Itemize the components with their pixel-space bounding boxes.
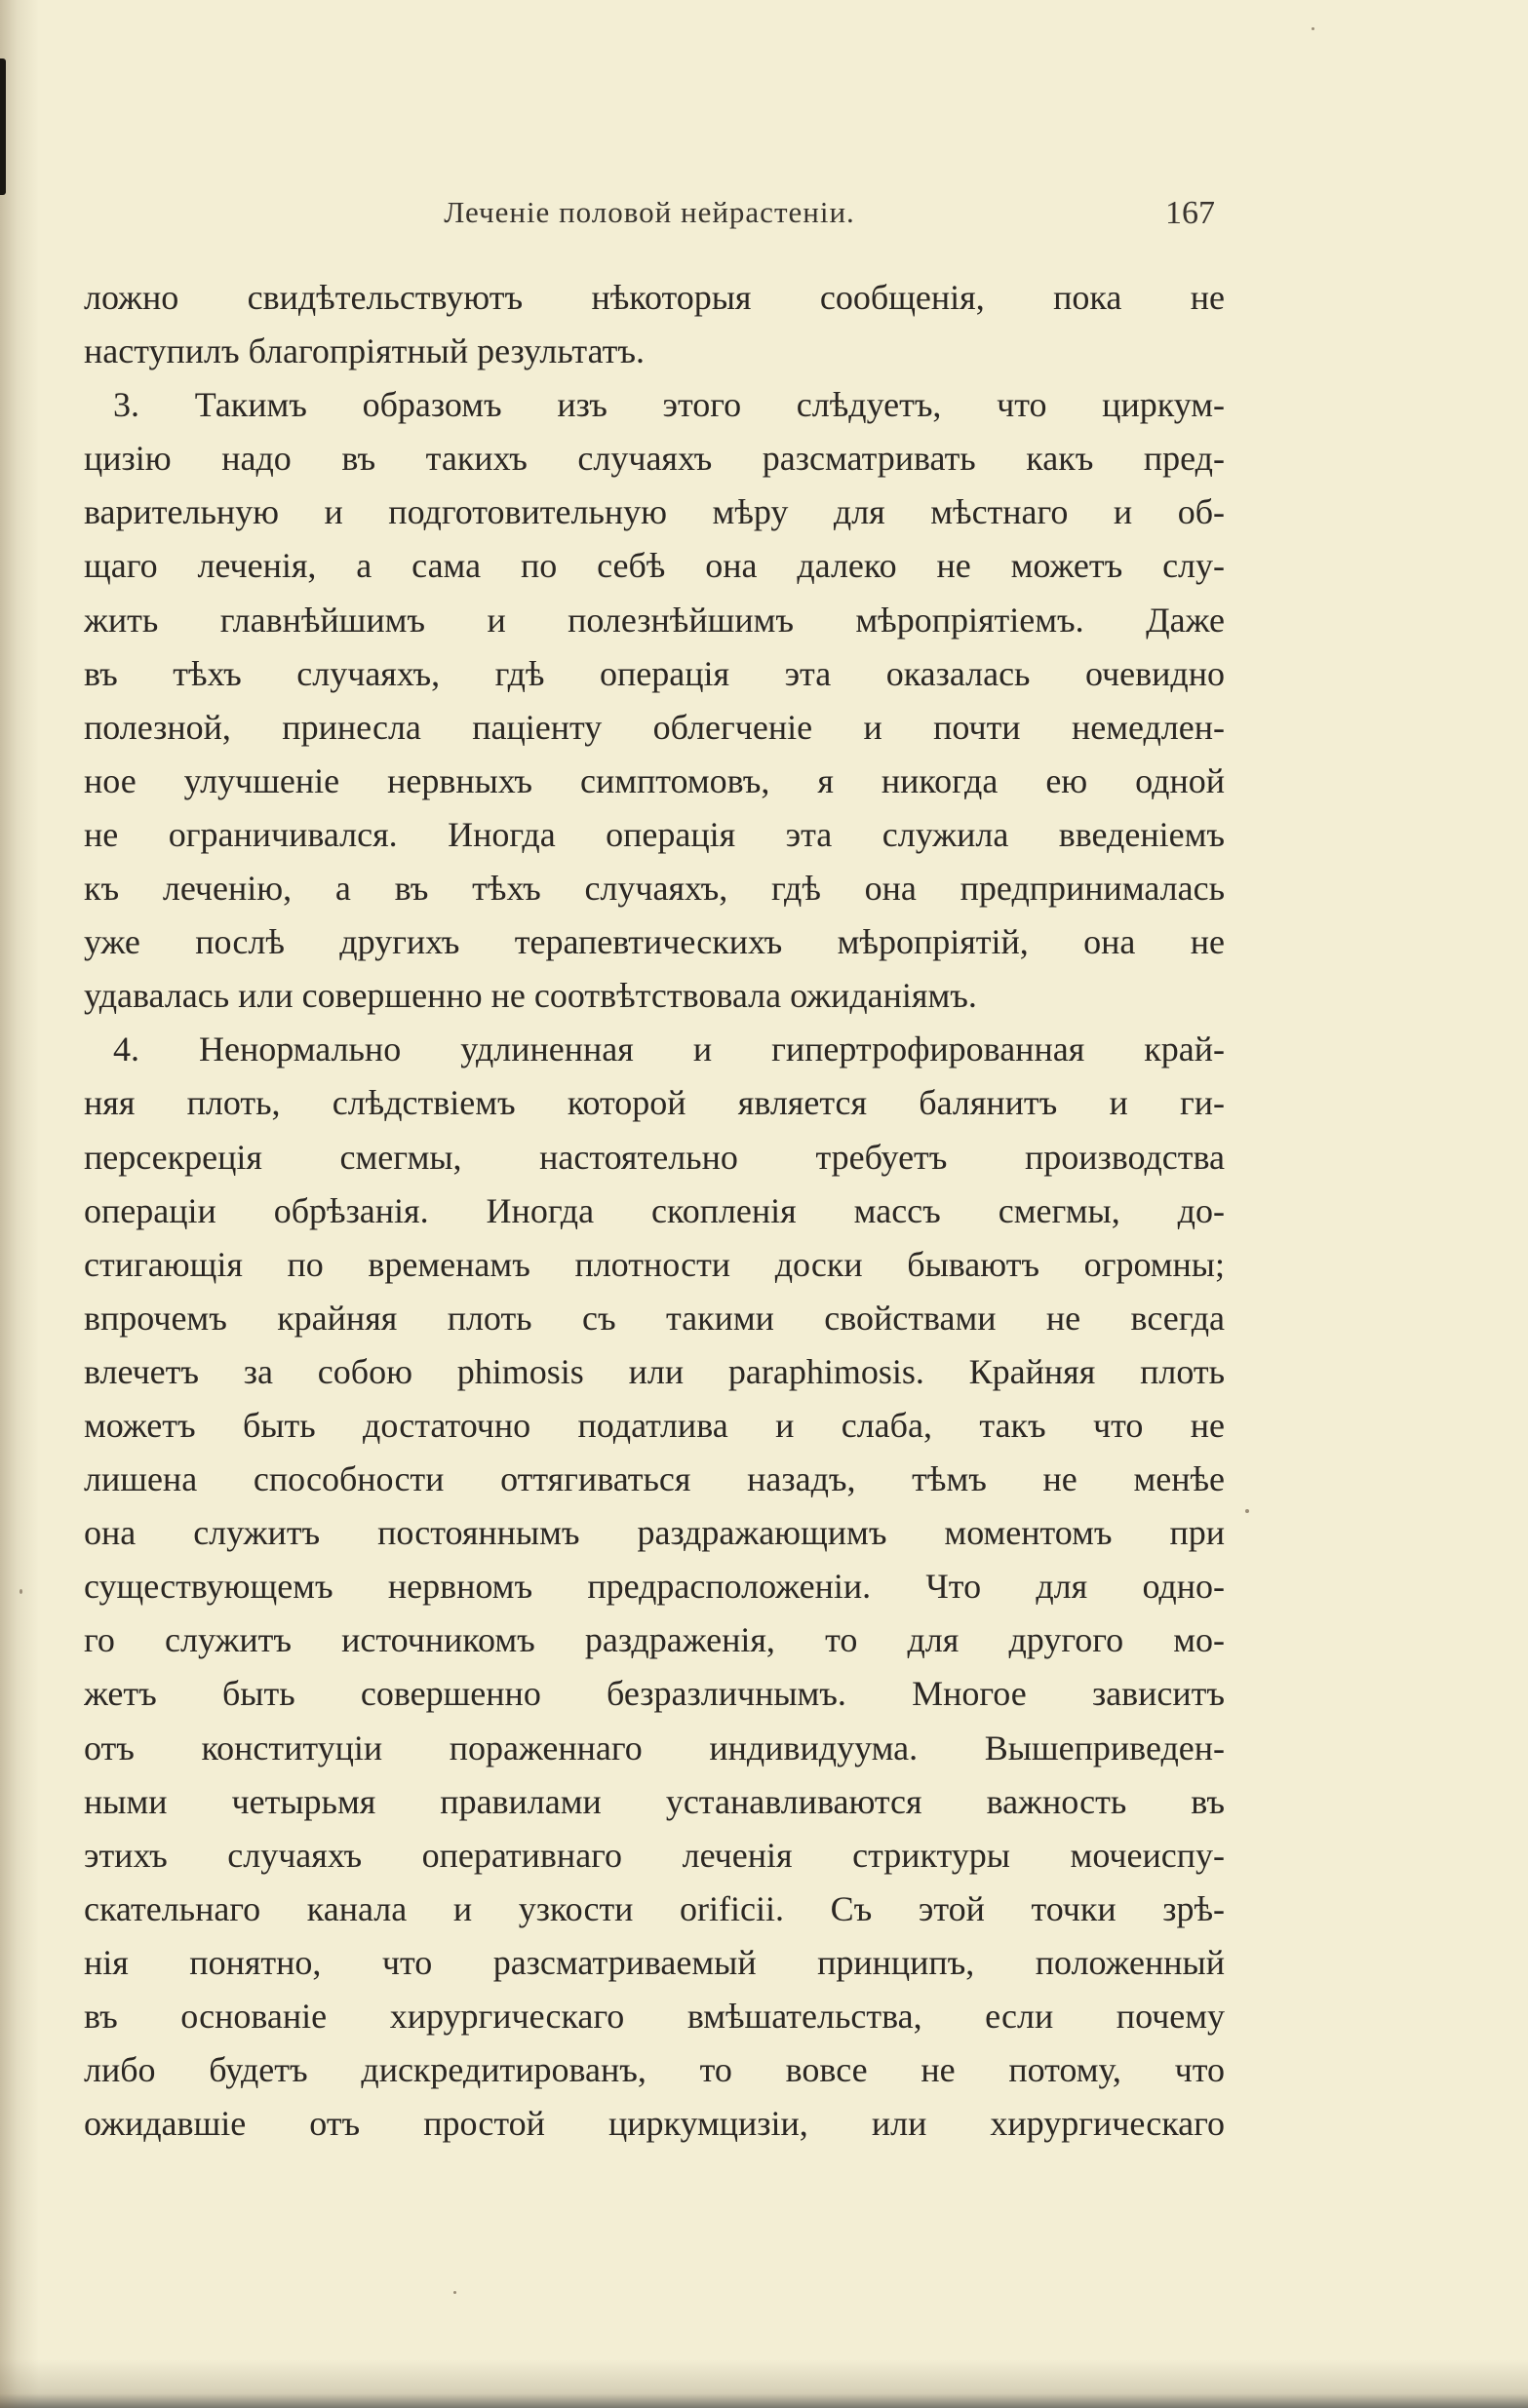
text-line: жетъ быть совершенно безразличнымъ. Многое зависитъ (84, 1674, 1225, 1714)
text-line: 3. Такимъ образомъ изъ этого слѣдуетъ, что циркум- (113, 385, 1225, 425)
text-line: 4. Ненормально удлиненная и гипертрофированная край- (113, 1029, 1225, 1069)
text-line: стигающія по временамъ плотности доски бываютъ огромны; (84, 1244, 1225, 1284)
text-line: лишена способности оттягиваться назадъ, тѣмъ не менѣе (84, 1459, 1225, 1499)
text-line: го служитъ источникомъ раздраженія, то для другого мо- (84, 1620, 1225, 1660)
text-line: персекреція смегмы, настоятельно требуетъ производства (84, 1137, 1225, 1177)
text-line: въ основаніе хирургическаго вмѣшательства, если почему (84, 1997, 1225, 2036)
page-number: 167 (1165, 195, 1215, 231)
text-line: наступилъ благопріятный результатъ. (84, 331, 645, 371)
text-line: впрочемъ крайняя плоть съ такими свойствами не всегда (84, 1298, 1225, 1338)
text-line: ными четырьмя правилами устанавливаются важность въ (84, 1781, 1225, 1821)
page-header (84, 195, 1215, 242)
text-line: можетъ быть достаточно податлива и слаба, такъ что не (84, 1405, 1225, 1445)
text-line: либо будетъ дискредитированъ, то вовсе не потому, что (84, 2050, 1225, 2090)
text-line: влечетъ за собою phimosis или paraphimosis. Крайняя плоть (84, 1351, 1225, 1391)
text-line: отъ конституціи пораженнаго индивидуума. Вышеприведен- (84, 1728, 1225, 1767)
text-line: нія понятно, что разсматриваемый принципъ, положенный (84, 1942, 1225, 1982)
text-line: существующемъ нервномъ предрасположеніи. Что для одно- (84, 1567, 1225, 1607)
body-text (84, 271, 1225, 2151)
text-line: къ леченію, а въ тѣхъ случаяхъ, гдѣ она предпринималась (84, 869, 1225, 909)
text-line: щаго леченія, а сама по себѣ она далеко не можетъ слу- (84, 546, 1225, 586)
text-line: ное улучшеніе нервныхъ симптомовъ, я никогда ею одной (84, 760, 1225, 800)
text-line: жить главнѣйшимъ и полезнѣйшимъ мѣропріятіемъ. Даже (84, 600, 1225, 640)
text-line: ложно свидѣтельствуютъ нѣкоторыя сообщенія, пока не (84, 278, 1225, 317)
text-line: варительную и подготовительную мѣру для мѣстнаго и об- (84, 492, 1225, 532)
text-line: полезной, принесла паціенту облегченіе и почти немедлен- (84, 707, 1225, 747)
running-title: Леченіе половой нейрастеніи. (444, 195, 855, 229)
binding-edge (0, 58, 6, 195)
paper-speck (453, 2291, 456, 2294)
text-line: въ тѣхъ случаяхъ, гдѣ операція эта оказалась очевидно (84, 653, 1225, 693)
text-line: няя плоть, слѣдствіемъ которой является балянитъ и ги- (84, 1083, 1225, 1123)
text-line: уже послѣ другихъ терапевтическихъ мѣропріятій, она не (84, 922, 1225, 962)
text-line: удавалась или совершенно не соотвѣтствовала ожиданіямъ. (84, 976, 977, 1016)
paper-speck (20, 1589, 22, 1594)
text-line: ожидавшіе отъ простой циркумцизіи, или хирургическаго (84, 2104, 1225, 2144)
text-line: этихъ случаяхъ оперативнаго леченія стриктуры мочеиспу- (84, 1835, 1225, 1875)
text-line: скательнаго канала и узкости orificii. Съ этой точки зрѣ- (84, 1888, 1225, 1928)
text-line: цизію надо въ такихъ случаяхъ разсматривать какъ пред- (84, 439, 1225, 479)
paper-speck (1245, 1509, 1249, 1513)
paper-speck (1312, 27, 1314, 30)
text-line: операціи обрѣзанія. Иногда скопленія массъ смегмы, до- (84, 1190, 1225, 1230)
text-line: не ограничивался. Иногда операція эта служила введеніемъ (84, 814, 1225, 854)
text-line: она служитъ постояннымъ раздражающимъ моментомъ при (84, 1513, 1225, 1553)
